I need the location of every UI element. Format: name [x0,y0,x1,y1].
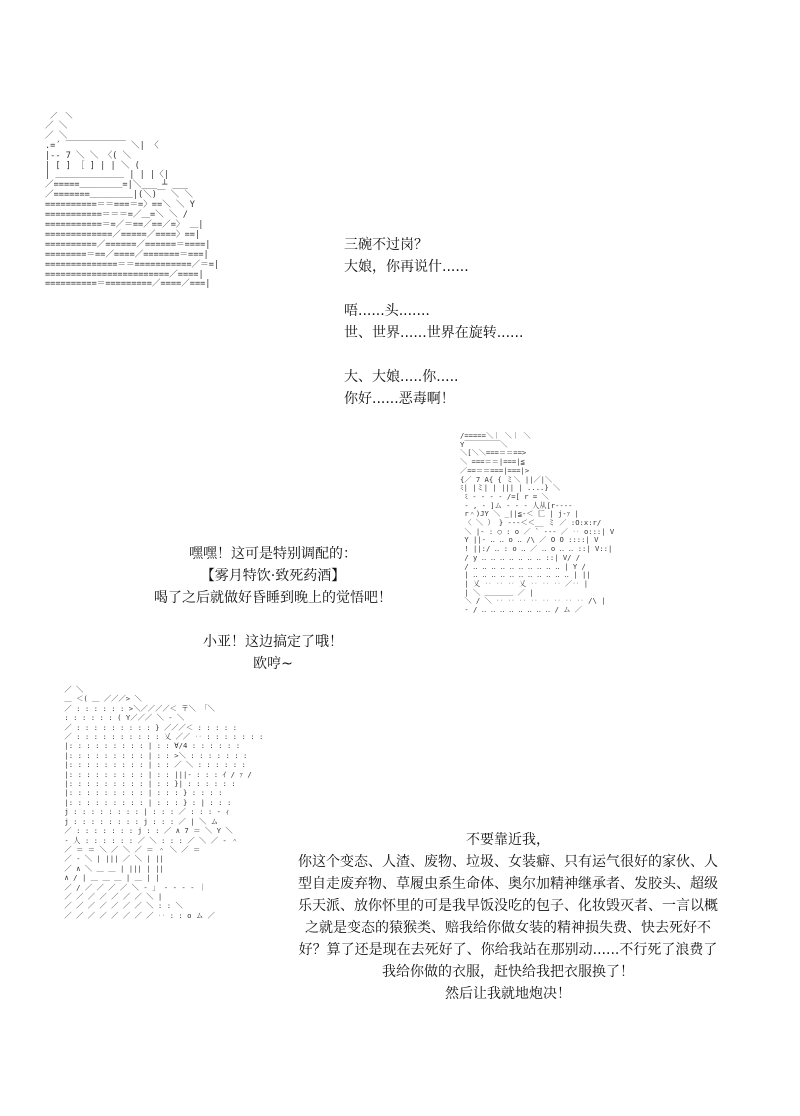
dialogue-line [344,344,604,366]
dialogue-middle [138,543,408,675]
dialogue-line: 嘿嘿！这可是特别调配的： [189,546,357,562]
dialogue-line: 不要靠近我， [466,832,550,848]
ascii-art-girl-shouting: ／ ＼ ＿ ＜( ＿ ／／／> ＼ ／ : : : : : : >＼／／／／＜ 〒＼ 「＼ : : : : : : ( Y／／／ ＼ ‐ ＼ ／ : : : : : : : : : } ／／／＜ : : : : : ／ : : : : : : : : : : 乂 ／／ ‥ : : : : : : : |: : : : : : : : : | : : ∀/4 : : : : : : |: : : : : : : : : | : : >＼ : : : : : : : |: : : : : : : : : | : : ／ ＼ : : : : : : |: : : : : : : : : | : : |||‐ : : : ｲ / ｧ / |: : : : : : : : : | : : }| : : : : : : |: : : : : : : : : | : : : } : : : : |: : : : : : : : : | : : : } : | : : : j : : : : : : : : | : : : ／ : : : ‐ ｨ j : : : : : : : : j : : : ／ | ＼ ム ／ : : : : : : : j : : ／ ∧ 7 ＝ ＼ Y ＼ ‐ 人 : : : : : : ／ ＼ : : : ／ ＼ ／ ‐ ＾ ／ ＝ ＝ ＼ ／ ＼ ／ ＝ ＾ ＼ ／ ＝ ／ ‐ ＼ | ||| ／ ＼ | || ／ ∧ ＼ ＿ ＿ | ||| | || ∧ / | ＿ ＿ ＿ | ＿ | | ／ / ／ ／ ／ ／ ＼ ‐ 」 ‐ ‐ ‐ ‐ ｜ ／ ／ ／ ／ ／ ／ ／ ＼ | ／ ／ ／ ／ ／ ／ ／ ＼ : : ＼ ／ ／ ／ ／ ／ ／ ／ ／ ‥ : : o ム ／ [64,685,264,920]
dialogue-line: 大娘，你再说什...... [344,259,469,275]
dialogue-line [138,609,408,631]
dialogue-bottom [296,829,720,1005]
dialogue-line: 三碗不过岗？ [344,237,428,253]
ascii-art-girl-with-cups: /=====＼｜ ＼｜ ＼ Y￣￣￣￣￣＼ ＼[＼＼===＝＝==> ＼ ===＝＝|===|≦ ／==＝＝===|===|> {／ 7 A{ { ミ＼ ||／|＼ ﾐ| |ミ| | ||| | ....} ＼ ﾐ ‐ ‐ ‐ ‐ /=[ r = ＼ ‐ , ‐ ]ム ‐ ‐ ‐ 人从[r‐‐‐‐ r＾)JY ＼ _||≦‐＜ 匚 | j‐ｧ | 〈 ＼ ） } ‐‐‐＜＜__ ミ ／ :O:x:r/ ＼ |‐ : ○ : o ／ ` ‐‐‐ ／ ‥ o:::| V Y ||‐ ‥ ‥ o ‥ /\ ／ O O ::::| V ! ||:/ ‥ : o ‥ ／ ‥ o ‥ ‥ ::| V::| / y ‥ ‥ ‥ ‥ ‥ ‥ ‥ ::| V/ / / ‥ ‥ ‥ ‥ ‥ ‥ ‥ ‥ ‥ ‥ | Y / | ‥ ‥ ‥ ‥ ‥ ‥ ‥ ‥ ‥ ‥ ‥ | || | 乂 ‥ ‥ ‥ 乂 ‥ ‥ ‥ ／‥ | | ＼ ＿＿＿＿ ／ | ＼ / ＼ ‥ ‥ ‥ ‥ ‥ ‥ ‥ ‥ /\ | ‐ / ‥ ‥ ‥ ‥ ‥ ‥ ‥ ‥ / ム ／ [460,432,615,615]
dialogue-line: 【雾月特饮·致死药酒】 [200,568,346,584]
dialogue-line [344,278,604,300]
dialogue-line: 然后让我就地炮决！ [445,986,571,1002]
dialogue-line: 世、世界......世界在旋转...... [344,325,524,341]
dialogue-line: 欧哼~ [253,656,293,672]
ascii-art-tavern-keeper: ／ ＼ ／ ＼ ／ ＼ .=´ ￣￣￣￣￣￣￣ ＼| 〈 |‐‐ 7 ＼ ＼ 〈( ＼ | [ ] ［ ] | | ＼ ( | ＿＿＿＿＿＿＿＿ | | |〈| ／=====＿＿＿＿＿=|＼___ ┴ ___ ／=======＿＿＿＿＿|(＼)￣ ＼ ＼ ==========＝＝===＝=〉==＼ ＼ Y ===========＝＝＝=／＿=＼ ＼ / ===========＝=／＝==／==／=〉 ＿| =============／=====／====〉==| ==========／======／======＝====| ========＝==／====／=======＝===| ==============＝＝===========／＝=| ========================／====| ==========＝=========／====／===| [45,112,220,290]
dialogue-line: 你好......恶毒啊！ [344,391,455,407]
dialogue-line: 小亚！这边搞定了哦！ [203,634,343,650]
dialogue-line: 唔......头....... [344,303,430,319]
dialogue-line: 喝了之后就做好昏睡到晚上的觉悟吧！ [154,590,392,606]
dialogue-top [344,234,604,410]
dialogue-line: 大、大娘.....你..... [344,369,459,385]
dialogue-paragraph: 你这个变态、人渣、废物、垃圾、女装癖、只有运气很好的家伙、人型自走废弃物、草履虫系生命体、奥尔加精神继承者、发胶头、超级乐天派、放你怀里的可是我早饭没吃的包子、化妆毁灭者、一言以概之就是变态的猿猴类、赔我给你做女装的精神损失费、快去死好不好？算了还是现在去死好了、你给我站在那别动......不行死了浪费了我给你做的衣服，赶快给我把衣服换了！ [298,854,718,980]
